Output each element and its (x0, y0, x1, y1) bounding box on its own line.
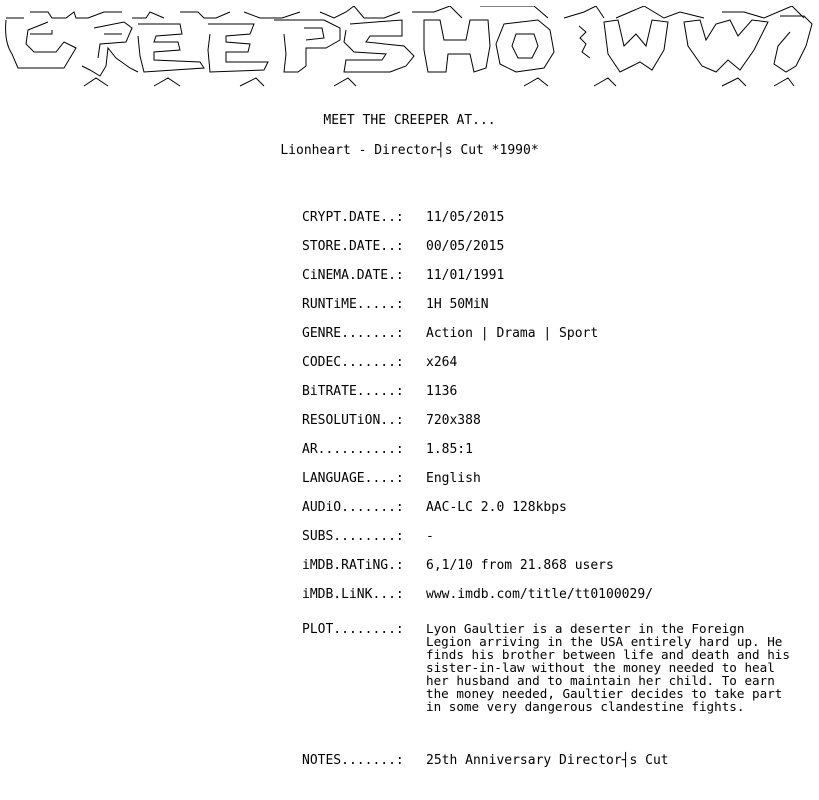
field-value: 720x388 (426, 413, 481, 428)
field-key: CODEC.......: (302, 355, 404, 370)
field-value: English (426, 471, 481, 486)
notes-key: NOTES.......: (302, 753, 404, 768)
field-row-cinema-date (302, 268, 812, 297)
field-key: STORE.DATE..: (302, 239, 404, 254)
field-row-crypt-date (302, 210, 812, 239)
field-key: iMDB.LiNK...: (302, 587, 404, 602)
field-key: GENRE.......: (302, 326, 404, 341)
field-value: 1136 (426, 384, 458, 399)
plot-text: Lyon Gaultier is a deserter in the Foreign Legion arriving in the USA entirely hard up. He finds his brother between life and death and his sister-in-law without the money needed to heal her husband and to maintain her child. To earn the money needed, Gaultier decides to take part in some very dangerous clandestine fights. (426, 621, 790, 714)
field-key: CiNEMA.DATE.: (302, 268, 404, 283)
imdb-link[interactable]: www.imdb.com/title/tt0100029/ (426, 587, 653, 602)
field-key: RESOLUTiON..: (302, 413, 404, 428)
plot-key: PLOT........: (302, 622, 404, 637)
field-key: LANGUAGE....: (302, 471, 404, 486)
field-row-resolution (302, 413, 812, 442)
field-value: AAC-LC 2.0 128kbps (426, 500, 567, 515)
field-value: - (426, 529, 434, 544)
field-value: 1H 50MiN (426, 297, 489, 312)
field-key: iMDB.RATiNG.: (302, 558, 404, 573)
field-key: RUNTiME.....: (302, 297, 404, 312)
field-row-store-date (302, 239, 812, 268)
field-key: BiTRATE.....: (302, 384, 404, 399)
field-value: 11/05/2015 (426, 210, 505, 225)
notes-section (302, 753, 812, 768)
field-value: 1.85:1 (426, 442, 473, 457)
field-value: 00/05/2015 (426, 239, 505, 254)
plot-section (302, 622, 812, 713)
field-row-runtime (302, 297, 812, 326)
field-value: 11/01/1991 (426, 268, 505, 283)
intro-text: MEET THE CREEPER AT... (323, 113, 496, 128)
field-row-genre (302, 326, 812, 355)
field-row-audio (302, 500, 812, 529)
field-row-codec (302, 355, 812, 384)
field-key: CRYPT.DATE..: (302, 210, 404, 225)
field-value: 6,1/10 from 21.868 users (426, 558, 614, 573)
field-row-bitrate (302, 384, 812, 413)
field-row-subs (302, 529, 812, 558)
field-row-imdb-rating (302, 558, 812, 587)
field-value: Action | Drama | Sport (426, 326, 599, 341)
field-row-language (302, 471, 812, 500)
info-block (302, 210, 812, 768)
field-row-aspect-ratio (302, 442, 812, 471)
notes-text: 25th Anniversary Director┤s Cut (426, 753, 669, 768)
field-key: SUBS........: (302, 529, 404, 544)
release-title: Lionheart - Director┤s Cut *1990* (280, 143, 539, 158)
field-key: AUDiO.......: (302, 500, 404, 515)
ascii-art-logo (4, 6, 816, 90)
field-key: AR..........: (302, 442, 404, 457)
field-value: x264 (426, 355, 458, 370)
field-row-imdb-link (302, 587, 812, 616)
